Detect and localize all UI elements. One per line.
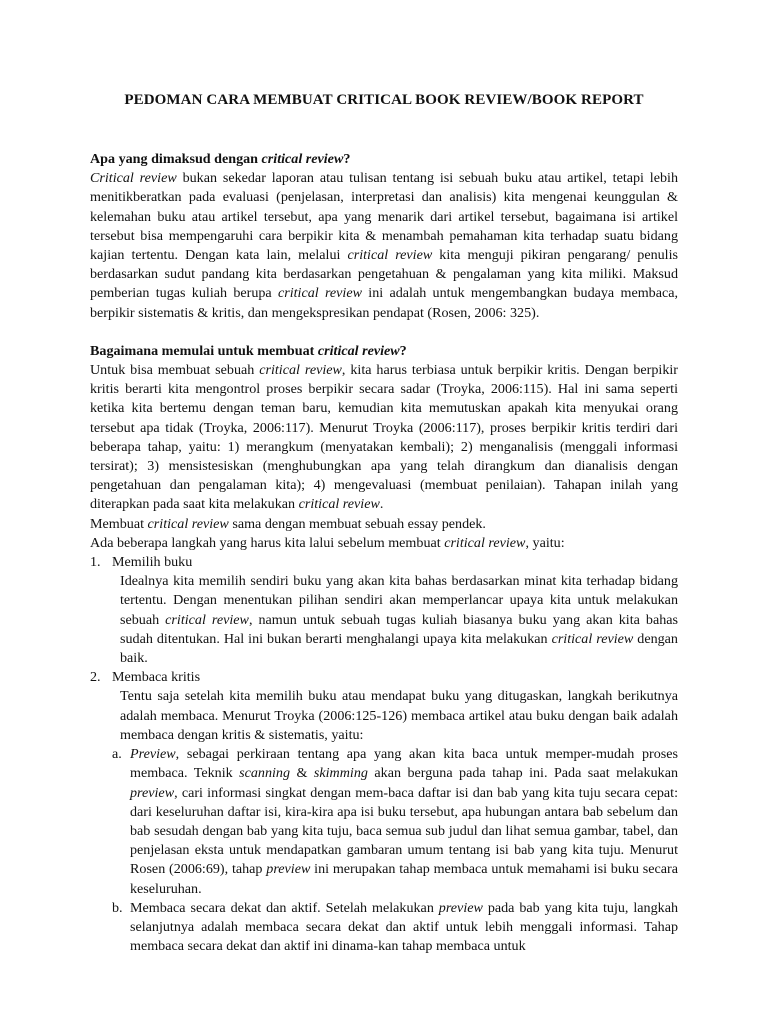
text-run: , cari informasi singkat dengan mem-baca daftar isi dan bab yang kita tuju secara cepat: dari keseluruhan daftar isi, kira-kira apa isi buku tersebut, apa hubungan antara bab sebelum dan bab sesudah dengan bab yang kita tuju, baca semua sub judul dan lihat semua gambar, tabel, dan penjelasan eksta untuk mendapatkan gambaran umum tentang isi bab yang kita tuju. Menurut Rosen (2006:69), tahap xyxy=(130,784,678,878)
document-body xyxy=(90,150,678,956)
heading-italic: critical review xyxy=(317,342,400,359)
italic-run: critical review xyxy=(298,496,380,513)
italic-run: scanning xyxy=(239,765,291,782)
text-run: sama dengan membuat sebuah essay pendek. xyxy=(228,515,486,532)
italic-run: critical review xyxy=(259,362,342,379)
text-run: Idealnya kita memilih sendiri buku yang akan kita bahas berdasarkan minat kita terhadap bidang tertentu. Dengan menentukan pilihan sendiri akan memperlancar upaya kita untuk melakukan sebuah xyxy=(120,573,678,628)
text-run: kita menguji pikiran pengarang/ penulis berdasarkan sudut pandang kita berdasarkan pengetahuan & pengalaman yang kita miliki. Maksud pemberian tugas kuliah berupa xyxy=(90,247,678,302)
italic-run: preview xyxy=(438,899,483,916)
section2-paragraph-3 xyxy=(90,534,678,553)
sub-item-text xyxy=(130,745,678,899)
text-run: akan berguna pada tahap ini. Pada saat melakukan xyxy=(367,765,679,782)
italic-run: preview xyxy=(130,784,175,801)
list-item-2-header xyxy=(90,668,678,687)
list-item-1-header xyxy=(90,553,678,572)
text-run: Tentu saja setelah kita memilih buku atau mendapat buku yang ditugaskan, langkah berikutnya adalah membaca. Menurut Troyka (2006:125-126) membaca artikel atau buku dengan baik adalah membaca dengan kritis & sistematis, yaitu: xyxy=(120,688,678,743)
list-item-label: Memilih buku xyxy=(112,554,193,571)
text-run: Membaca secara dekat dan aktif. Setelah melakukan xyxy=(130,899,439,916)
text-run: Ada beberapa langkah yang harus kita lalui sebelum membuat xyxy=(90,534,445,551)
section1-heading xyxy=(90,150,678,169)
text-run: & xyxy=(290,765,314,782)
sub-item-letter: a. xyxy=(112,746,122,763)
italic-run: critical review xyxy=(444,534,526,551)
list-item-number: 2. xyxy=(90,669,101,686)
section2-paragraph-2 xyxy=(90,515,678,534)
text-run: bukan sekedar laporan atau tulisan tentang isi sebuah buku atau artikel, tetapi lebih menitikberatkan pada evaluasi (penjelasan, interpretasi dan analisis) kita mengenai keunggulan & kelemahan buku atau artikel tersebut, apa yang menarik dari artikel tersebut, bagaimana isi artikel tersebut bisa mempengaruhi cara berpikir kita & menambah pemahaman kita terhadap suatu bidang kajian tertentu. Dengan kata lain, melalui xyxy=(90,170,678,264)
text-run: , kita harus terbiasa untuk berpikir kritis. Dengan berpikir kritis berarti kita mengontrol proses berpikir secara sadar (Troyka, 2006:115). Hal ini sama seperti ketika kita bertemu dengan teman baru, kemudian kita memutuskan apakah kita menyukai orang tersebut apa tidak (Troyka, 2006:117). Menurut Troyka (2006:117), proses berpikir kritis terdiri dari beberapa tahap, yaitu: 1) merangkum (menyatakan kembali); 2) menganalisis (menggali informasi tersirat); 3) mensistesiskan (menghubungkan apa yang telah dirangkum dan dianalisis dengan pengetahuan dan pengalaman kita); 4) mengevaluasi (membuat penilaian). Tahapan inilah yang diterapkan pada saat kita melakukan xyxy=(90,362,678,513)
text-run: dengan baik. xyxy=(120,630,678,667)
document-title: PEDOMAN CARA MEMBUAT CRITICAL BOOK REVIEW/BOOK REPORT xyxy=(124,92,644,108)
text-run: . xyxy=(379,496,384,513)
heading-italic: critical review xyxy=(261,151,344,167)
sub-item-letter: b. xyxy=(112,899,123,916)
heading-suffix: ? xyxy=(343,151,351,167)
sub-item-a xyxy=(112,745,678,899)
text-run: , yaitu: xyxy=(525,534,565,551)
list-item-2-body xyxy=(120,687,678,745)
sub-item-text xyxy=(130,899,678,957)
text-run: Membuat xyxy=(90,515,148,532)
italic-run: critical review xyxy=(277,285,363,302)
text-run: ini merupakan tahap membaca untuk memahami isi buku secara keseluruhan. xyxy=(130,861,678,897)
text-run: pada bab yang kita tuju, langkah selanjutnya adalah membaca secara dekat dan aktif untuk lebih menggali informasi. Tahap membaca secara dekat dan aktif ini dinama-kan tahap membaca untuk xyxy=(130,899,679,955)
text-run: ini adalah untuk mengembangkan budaya membaca, berpikir sistematis & kritis, dan mengekspresikan pendapat (Rosen, 2006: 325). xyxy=(90,285,678,321)
heading-text: Apa yang dimaksud dengan xyxy=(90,151,262,167)
italic-run: critical review xyxy=(147,515,229,532)
italic-run: Critical review xyxy=(90,170,177,187)
heading-text: Bagaimana memulai untuk membuat xyxy=(90,342,318,359)
italic-run: Preview xyxy=(130,746,176,763)
list-item-1-body xyxy=(120,572,678,668)
text-run: Untuk bisa membuat sebuah xyxy=(90,362,260,379)
italic-run: critical review xyxy=(165,611,249,628)
sub-item-b xyxy=(112,899,678,957)
text-run: , namun untuk sebuah tugas kuliah biasanya buku yang akan kita bahas sudah ditentukan. Hal ini bukan berarti menghalangi upaya kita melakukan xyxy=(120,611,679,647)
list-item-label: Membaca kritis xyxy=(112,669,201,686)
text-run: , sebagai perkiraan tentang apa yang akan kita baca untuk memper-mudah proses membaca. Teknik xyxy=(130,746,678,782)
italic-run: skimming xyxy=(313,765,368,782)
heading-suffix: ? xyxy=(399,342,407,359)
section1-paragraph xyxy=(90,169,678,323)
list-item-number: 1. xyxy=(90,554,101,571)
section2-paragraph-1 xyxy=(90,361,678,515)
italic-run: preview xyxy=(266,861,311,878)
section2-heading xyxy=(90,342,678,361)
italic-run: critical review xyxy=(347,247,433,264)
italic-run: critical review xyxy=(551,630,634,647)
